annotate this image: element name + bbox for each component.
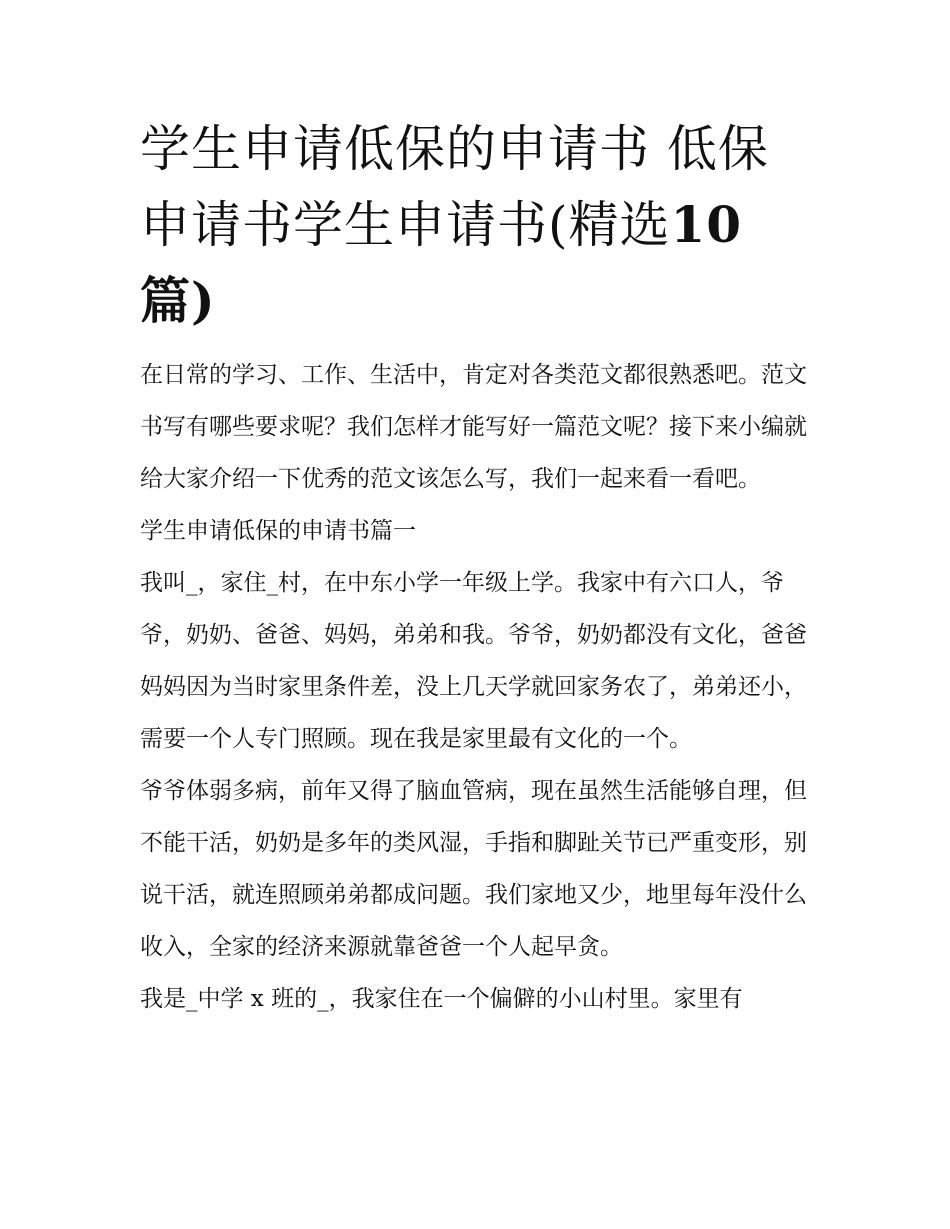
title-text: 学生申请低保的申请书 低保申请书学生申请书(精选 — [140, 120, 769, 254]
document-title — [140, 112, 815, 339]
section-heading: 学生申请低保的申请书篇一 — [140, 518, 416, 544]
body-paragraph-3: 我是_中学 x 班的_，我家住在一个偏僻的小山村里。家里有 — [140, 986, 743, 1012]
body-paragraph-1: 我叫_，家住_村，在中东小学一年级上学。我家中有六口人，爷爷，奶奶、爸爸、妈妈，弟弟和我。爷爷，奶奶都没有文化，爸爸妈妈因为当时家里条件差，没上几天学就回家务农了，弟弟还小，需要一个人专门照顾。现在我是家里最有文化的一个。 — [140, 570, 807, 752]
title-suffix: 篇) — [140, 271, 216, 330]
intro-paragraph: 在日常的学习、工作、生活中，肯定对各类范文都很熟悉吧。范文书写有哪些要求呢？我们怎样才能写好一篇范文呢？接下来小编就给大家介绍一下优秀的范文该怎么写，我们一起来看一看吧。 — [140, 362, 807, 492]
document-content — [140, 112, 815, 1025]
title-count: 10 — [670, 195, 743, 254]
body-paragraph-2: 爷爷体弱多病，前年又得了脑血管病，现在虽然生活能够自理，但不能干活，奶奶是多年的类风湿，手指和脚趾关节已严重变形，别说干活，就连照顾弟弟都成问题。我们家地又少，地里每年没什么收入，全家的经济来源就靠爸爸一个人起早贪。 — [140, 778, 807, 960]
